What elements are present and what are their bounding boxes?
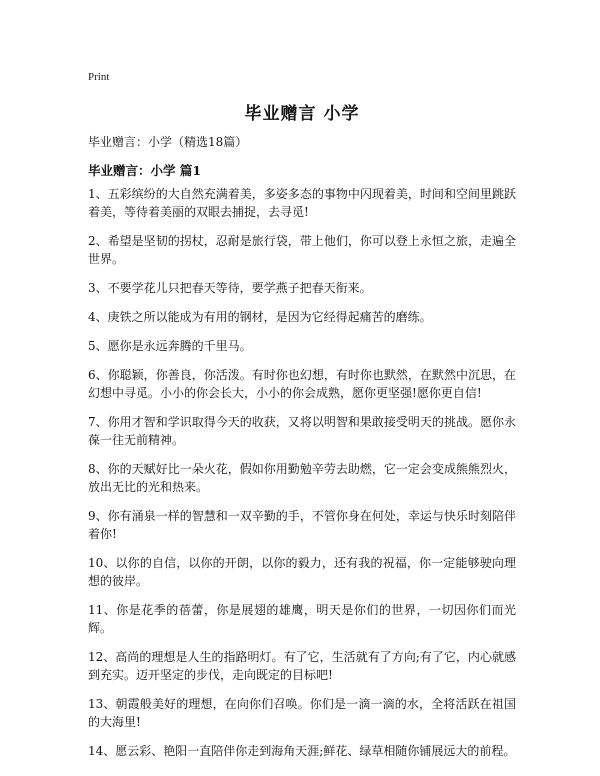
paragraph-14: 14、愿云彩、艳阳一直陪伴你走到海角天涯;鲜花、绿草相随你铺展远大的前程。: [88, 744, 516, 758]
print-link[interactable]: Print: [88, 71, 110, 83]
paragraph-9: 9、你有涌泉一样的智慧和一双辛勤的手，不管你身在何处，幸运与快乐时刻陪伴着你!: [88, 509, 516, 541]
paragraph-10: 10、以你的自信，以你的开朗，以你的毅力，还有我的祝福，你一定能够驶向理想的彼岸。: [88, 556, 516, 588]
page-subtitle: 毕业赠言：小学（精选18篇）: [88, 135, 248, 149]
paragraph-6: 6、你聪颖，你善良，你活泼。有时你也幻想，有时你也默然，在默然中沉思，在幻想中寻觅。小小的你会长大，小小的你会成熟，愿你更坚强!愿你更自信!: [88, 368, 516, 400]
paragraph-11: 11、你是花季的蓓蕾，你是展翅的雄鹰，明天是你们的世界，一切因你们而光辉。: [88, 603, 516, 635]
paragraph-3: 3、不要学花儿只把春天等待，要学燕子把春天衔来。: [88, 281, 372, 295]
paragraph-5: 5、愿你是永远奔腾的千里马。: [88, 339, 252, 353]
paragraph-2: 2、希望是坚韧的拐杖，忍耐是旅行袋，带上他们，你可以登上永恒之旅，走遍全世界。: [88, 234, 516, 266]
paragraph-12: 12、高尚的理想是人生的指路明灯。有了它，生活就有了方向;有了它，内心就感到充实。迈开坚定的步伐，走向既定的目标吧!: [88, 650, 516, 682]
paragraph-8: 8、你的天赋好比一朵火花，假如你用勤勉辛劳去助燃，它一定会变成熊熊烈火，放出无比的光和热来。: [88, 462, 516, 494]
page-title: 毕业赠言 小学: [244, 104, 360, 124]
paragraph-list: [88, 185, 516, 771]
section-heading: 毕业赠言：小学 篇1: [88, 163, 202, 178]
paragraph-13: 13、朝霞般美好的理想，在向你们召唤。你们是一滴一滴的水，全将活跃在祖国的大海里!: [88, 697, 516, 729]
paragraph-4: 4、庚铁之所以能成为有用的钢材，是因为它经得起痛苦的磨练。: [88, 310, 432, 324]
paragraph-7: 7、你用才智和学识取得今天的收获，又将以明智和果敢接受明天的挑战。愿你永葆一往无前精神。: [88, 415, 516, 447]
paragraph-1: 1、五彩缤纷的大自然充满着美，多姿多态的事物中闪现着美，时间和空间里跳跃着美，等待着美丽的双眼去捕捉，去寻觅!: [88, 187, 516, 219]
